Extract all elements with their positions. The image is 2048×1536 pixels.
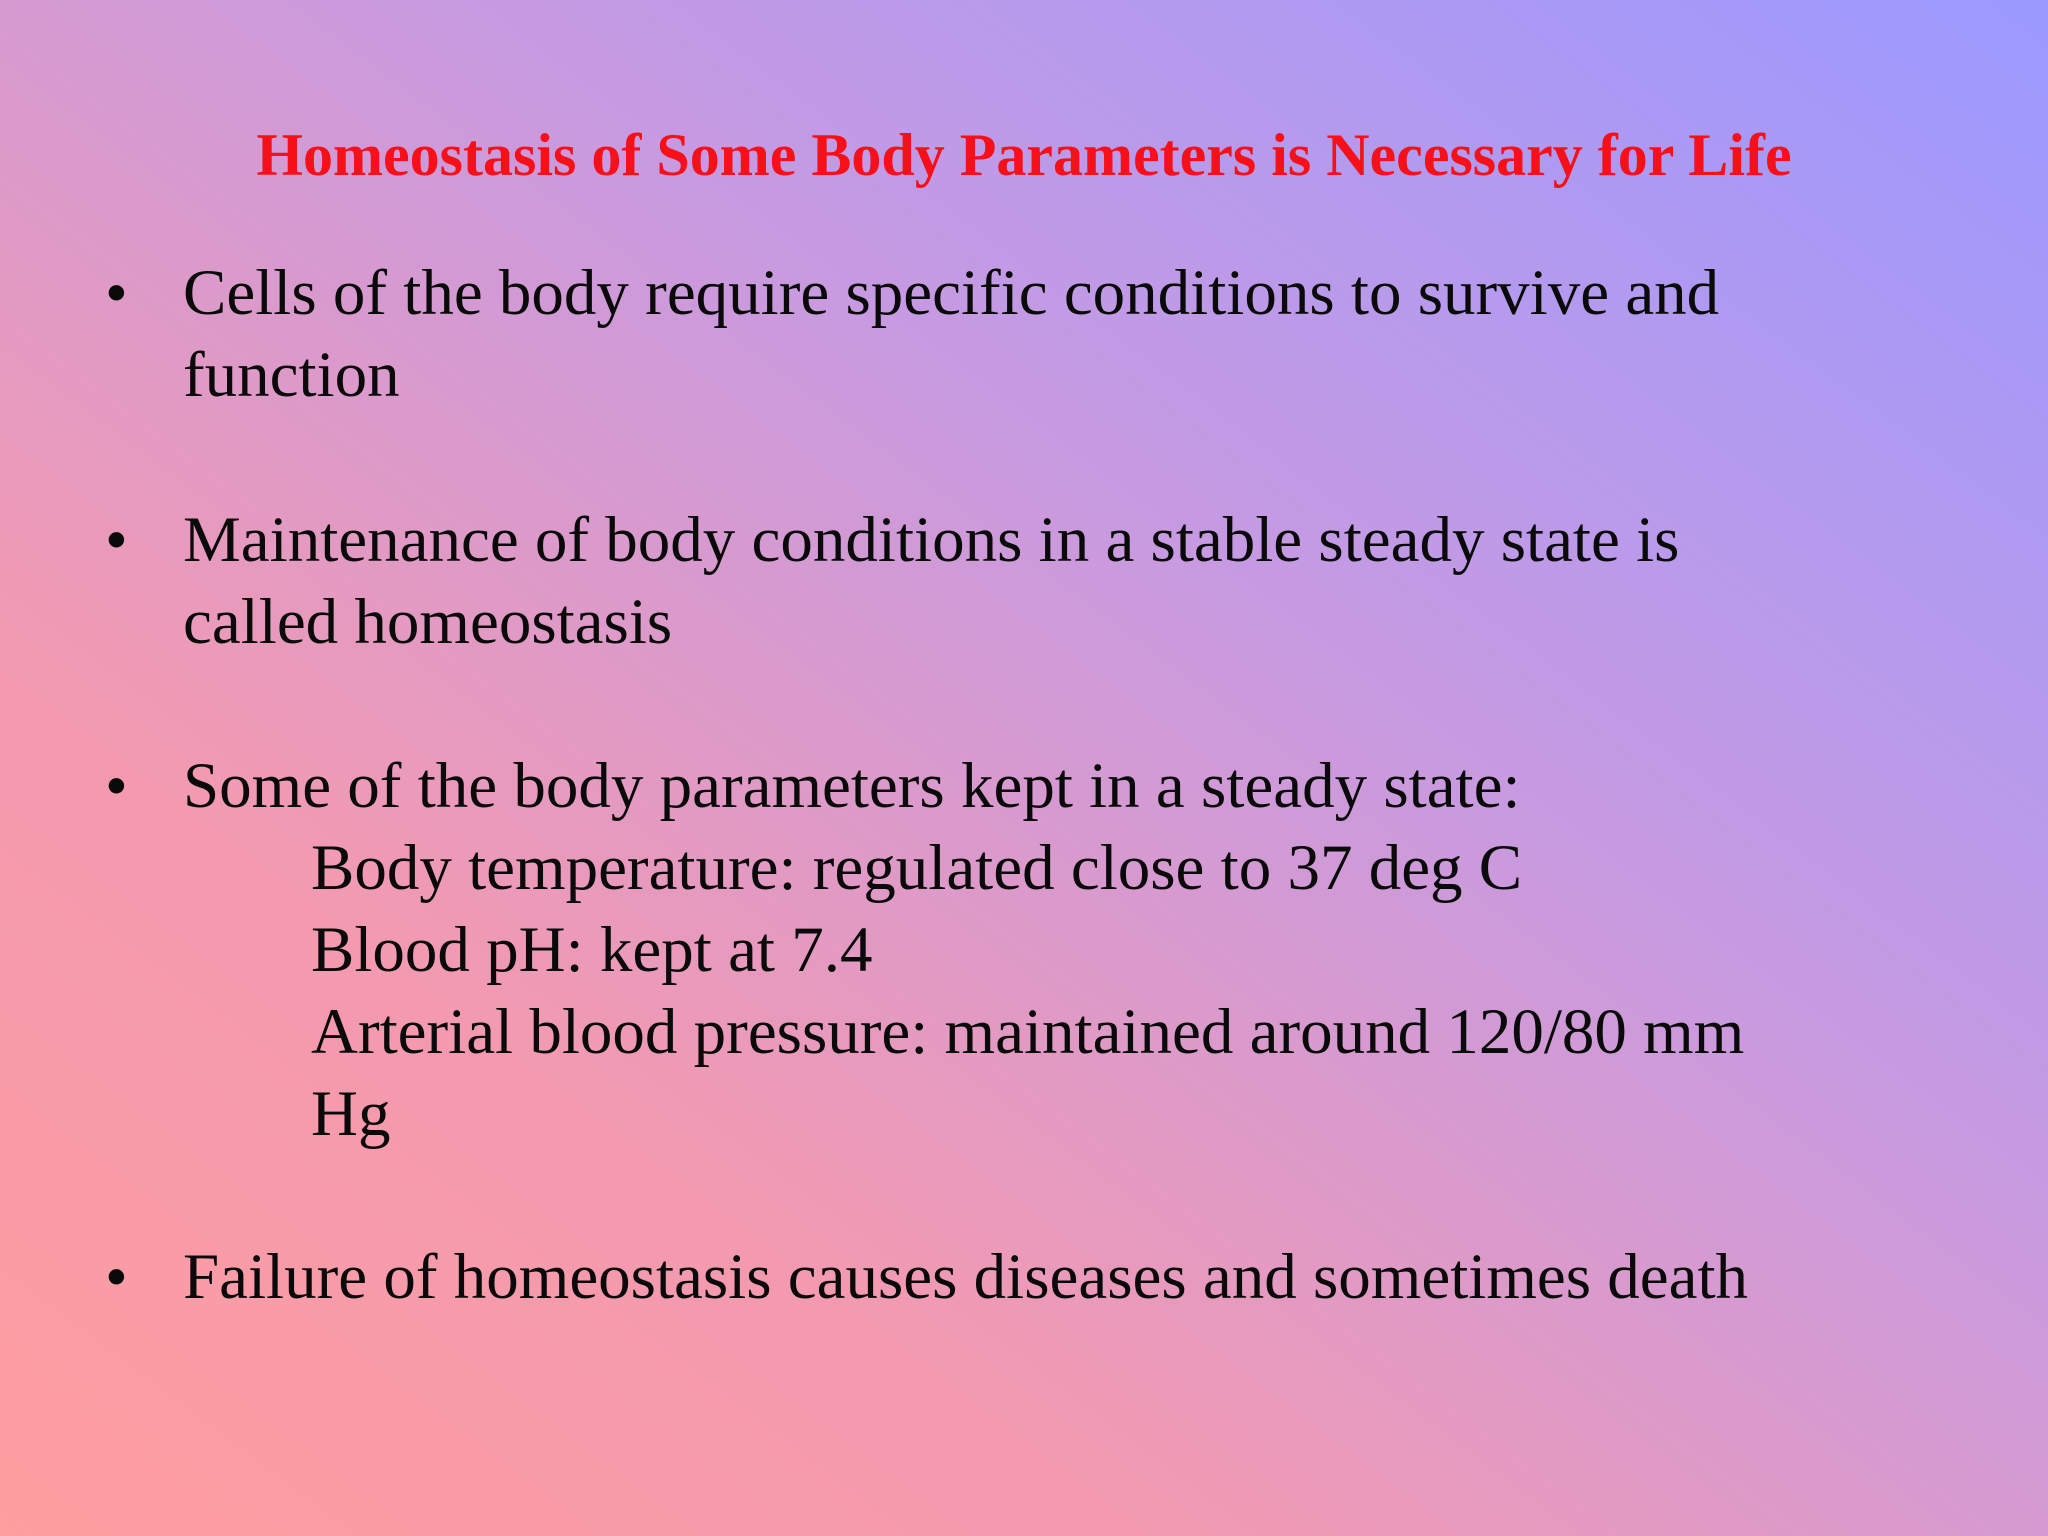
- sub-item-blood-pressure-unit: Hg: [311, 1078, 391, 1150]
- sub-item-blood-ph: Blood pH: kept at 7.4: [311, 914, 873, 986]
- bullet-text: [183, 252, 1903, 416]
- sub-item-blood-pressure: Arterial blood pressure: maintained around 120/80 mm: [311, 996, 1745, 1068]
- bullet-text: [183, 1236, 1903, 1318]
- bullet-dot-icon: •: [105, 750, 128, 822]
- bullet-line: called homeostasis: [183, 586, 673, 658]
- slide-title: Homeostasis of Some Body Parameters is Necessary for Life: [256, 122, 1792, 188]
- sub-item-body-temperature: Body temperature: regulated close to 37 deg C: [311, 832, 1523, 904]
- bullet-line: function: [183, 339, 400, 411]
- bullet-line: Failure of homeostasis causes diseases and sometimes death: [183, 1241, 1749, 1313]
- bullet-line: Cells of the body require specific conditions to survive and: [183, 257, 1720, 329]
- bullet-dot-icon: •: [105, 504, 128, 576]
- bullet-line: Some of the body parameters kept in a steady state:: [183, 750, 1521, 822]
- bullet-text: [183, 745, 1903, 1155]
- bullet-line: Maintenance of body conditions in a stable steady state is: [183, 504, 1680, 576]
- bullet-dot-icon: •: [105, 257, 128, 329]
- bullet-text: [183, 499, 1903, 663]
- bullet-dot-icon: •: [105, 1241, 128, 1313]
